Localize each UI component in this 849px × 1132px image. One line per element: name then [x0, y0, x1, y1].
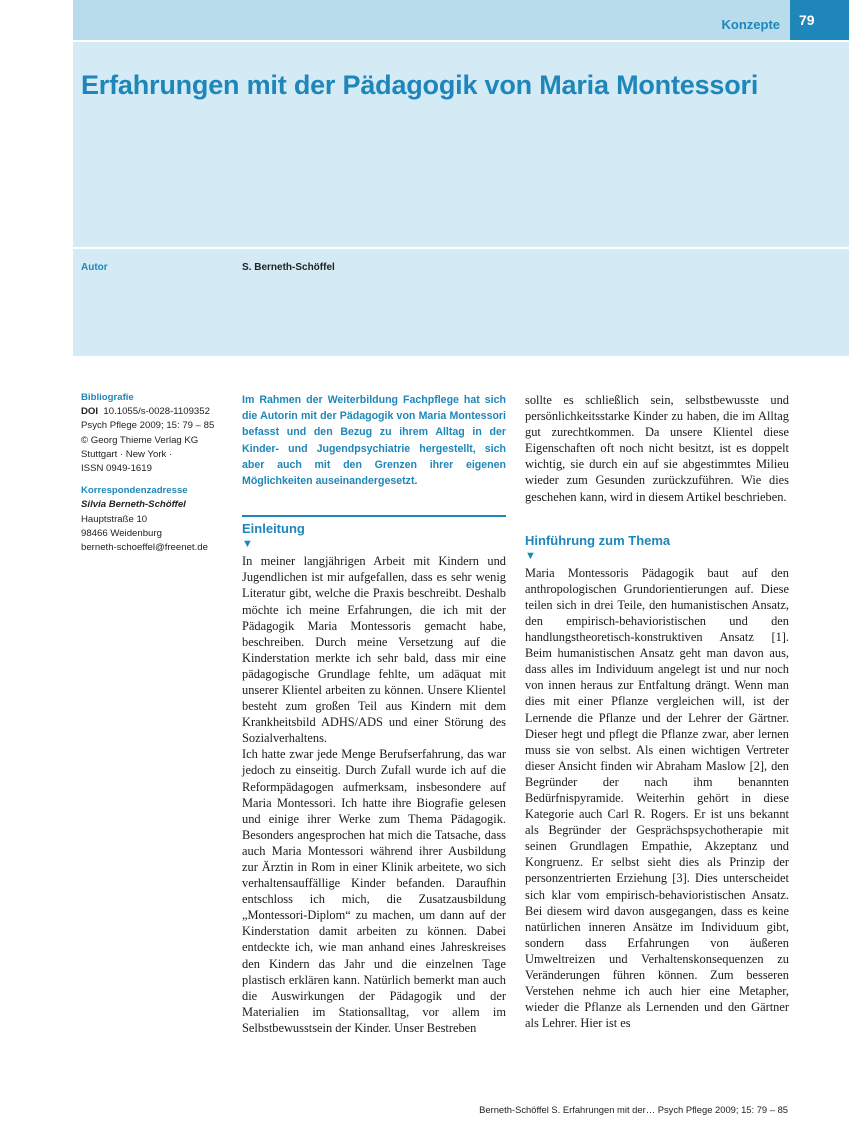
- copyright-line: © Georg Thieme Verlag KG: [81, 434, 199, 446]
- paragraph: Maria Montessoris Pädagogik baut auf den anthropologischen Grundorientierungen auf. Diese teilen sich in drei Teile, den humanistischen Ansatz, den empirisch-behavioristischen und den handlungstheoretisch-konstruktiven Ansatz [1]. Beim humanistischen Ansatz geht man davon aus, dass alles im Individuum angelegt ist und nur noch von innen heraus zur Entfaltung drängt. Wenn man dies mit einer Pflanze vergleichen will, ist der Lernende die Pflanze und der Lehrer der Gärtner. Dieser hegt und pflegt die Pflanze zwar, aber lernen muss sie von selbst. Als einen wichtigen Vertreter dieser Ansicht finden wir Abraham Maslow [2], den Begründer der nach ihm benannten Bedürfnispyramide. Weiterhin gehört in diese Kategorie auch Carl R. Rogers. Er ist uns bekannt als Begründer der Gesprächspsychotherapie mit seinen Grundlagen Empathie, Akzeptanz und Kongruenz. Er selbst sieht dies als Prinzip der personzentrierten Erziehung [3]. Dies unterscheidet sich klar vom empirisch-behavioristischen Ansatz. Bei diesem wird davon ausgegangen, dass es keine natürlichen inneren Ansätze im Individuum gibt, sondern dass Erfahrungen von äußeren Umweltreizen und Verhaltenskonsequenzen zu Veränderungen führen können. Zum besseren Verstehen nehme ich auch hier eine Metapher, wieder die Pflanze als Lernenden und den Gärtner als Lehrer. Hier ist es: [525, 565, 789, 1031]
- section-label: Konzepte: [721, 17, 780, 32]
- section-heading-hinfuehrung: Hinführung zum Thema: [525, 532, 671, 548]
- issn-line: ISSN 0949-1619: [81, 463, 152, 475]
- author-label: Autor: [81, 262, 108, 273]
- triangle-marker-icon: ▼: [242, 538, 253, 551]
- corr-name: Silvia Berneth-Schöffel: [81, 499, 186, 511]
- city-line: 98466 Weidenburg: [81, 527, 162, 539]
- column-1: [242, 392, 506, 1036]
- section-divider: [242, 515, 506, 517]
- paragraph: In meiner langjährigen Arbeit mit Kindern und Jugendlichen ist mir aufgefallen, dass es sehr wenig Literatur gibt, welche die Praxis beschreibt. Deshalb möchte ich meine Erfahrungen, die ich mit der Pädagogik Maria Montessoris gemacht habe, beschreiben. Durch meine Versetzung auf die Kinderstation merkte ich sehr bald, dass mir eine pädagogische Grundlage fehlte, um adäquat mit unserer Klientel arbeiten zu können. Unsere Klientel besteht zum großen Teil aus Kindern mit dem Krankheitsbild ADHS/ADS und einer Störung des Sozialverhaltens.: [242, 554, 506, 746]
- paragraph: sollte es schließlich sein, selbstbewusste und persönlichkeitsstarke Kinder zu haben, die im Alltag gut zurechtkommen. Da unsere Klientel diese Eigenschaften oft noch nicht besitzt, ist es doppelt wichtig, sie durch ein auf sie abgestimmtes Milieu wieder zum Gesunden zurückzuführen. Wie dies geschehen kann, wird in diesem Artikel beschrieben.: [525, 393, 789, 504]
- doi-label: DOI: [81, 406, 99, 418]
- corr-heading: Korrespondenzadresse: [81, 485, 188, 497]
- column-2: [525, 392, 789, 1031]
- section-heading-einleitung: Einleitung: [242, 521, 305, 537]
- paragraph: Ich hatte zwar jede Menge Berufserfahrung, das war jedoch zu einseitig. Durch Zufall wurde ich auf die Reformpädagogen aufmerksam, insbesondere auf Maria Montessori. Ich hatte ihre Biografie gelesen und einige ihrer Werke zum Thema Pädagogik. Besonders angesprochen hat mich die Tatsache, dass auch Maria Montessori während ihrer Ausbildung zur Ärztin in Rom in einer Klinik arbeitete, wo sich verhaltensauffällige Kinder befanden. Daraufhin entschloss ich mich, die Zusatzausbildung „Montessori-Diplom“ zu machen, um dann auf der Kinderstation damit arbeiten zu können. Dabei entdeckte ich, wie man anhand eines Jahreskreises den Kindern das Jahr und die einzelnen Tage plastisch erklären kann. Natürlich bemerkt man auch die Auswirkungen der Pädagogik und der Materialien im Stationsalltag, vor allem im Selbstbewusstsein der Kinder. Unser Bestreben: [242, 747, 506, 1035]
- doi-line: [81, 405, 231, 419]
- journal-line: Psych Pflege 2009; 15: 79 – 85: [81, 420, 215, 432]
- article-title: Erfahrungen mit der Pädagogik von Maria Montessori: [81, 70, 759, 100]
- title-block: [73, 42, 849, 247]
- email-link[interactable]: berneth-schoeffel@freenet.de: [81, 542, 208, 554]
- abstract: Im Rahmen der Weiterbildung Fachpflege hat sich die Autorin mit der Pädagogik von Maria Montessori befasst und den Bezug zu ihrem Alltag in der Kinder- und Jugendpsychiatrie hergestellt, sich aber auch mit den Grenzen ihrer eigenen Möglichkeiten auseinandergesetzt.: [242, 394, 506, 488]
- place-line: Stuttgart · New York ·: [81, 448, 173, 460]
- page-number: 79: [790, 0, 849, 40]
- author-block: [73, 249, 849, 356]
- author-name: S. Berneth-Schöffel: [242, 262, 335, 273]
- page-footer: Berneth-Schöffel S. Erfahrungen mit der… Psych Pflege 2009; 15: 79 – 85: [479, 1104, 788, 1115]
- triangle-marker-icon: ▼: [525, 549, 536, 562]
- sidebar: [81, 391, 231, 555]
- doi-value: 10.1055/s-0028-1109352: [103, 406, 210, 418]
- street-line: Hauptstraße 10: [81, 513, 148, 525]
- biblio-heading: Bibliografie: [81, 392, 134, 403]
